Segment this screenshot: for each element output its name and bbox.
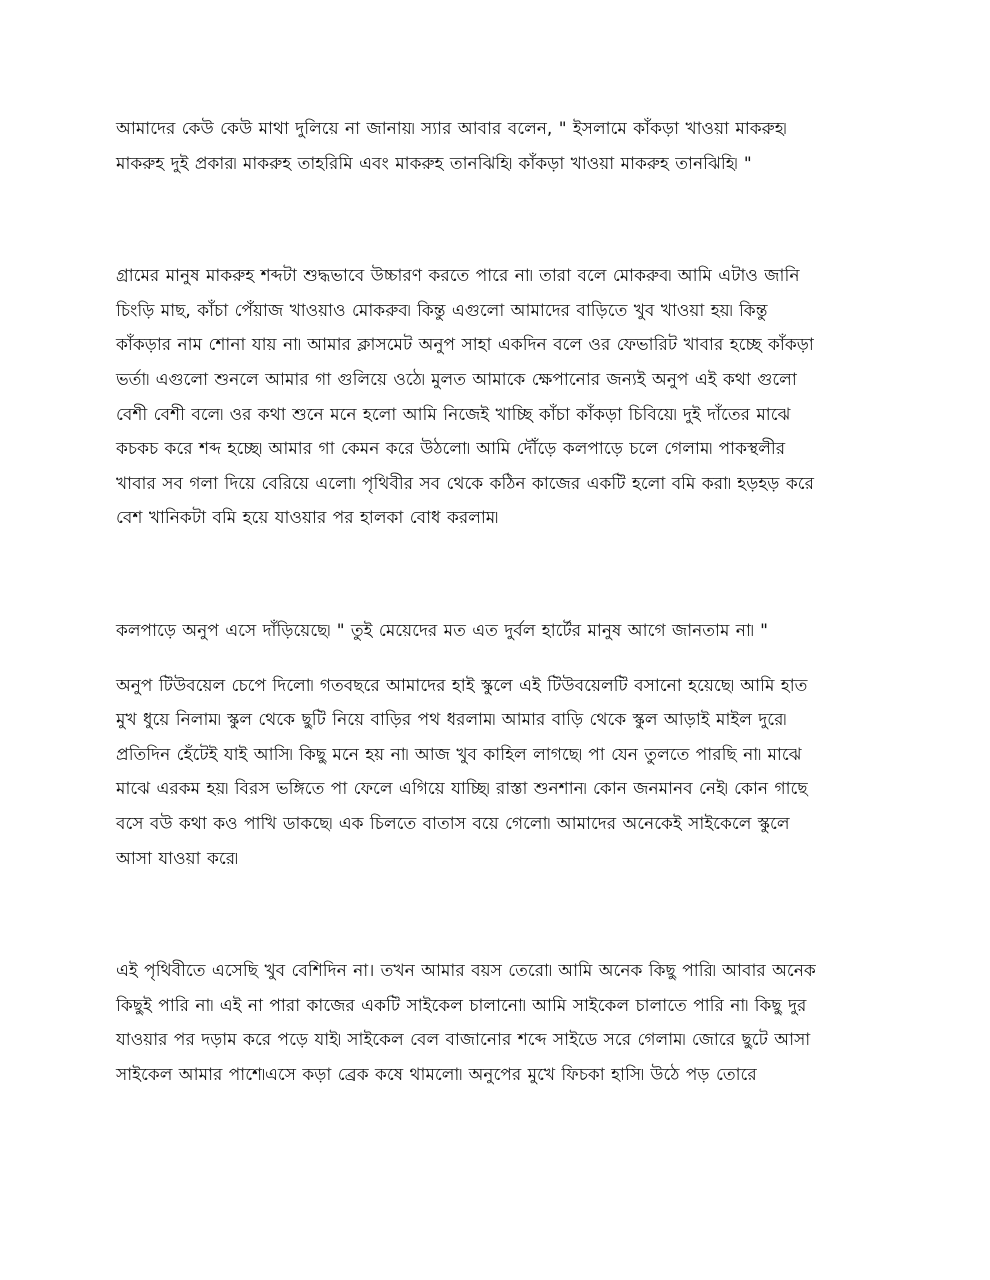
paragraph-spacer <box>116 876 878 954</box>
text-line: মাকরুহ দুই প্রকার৷ মাকরুহ তাহরিমি এবং মাকরুহ তানঝিহি৷ কাঁকড়া খাওয়া মাকরুহ তানঝিহি৷ " <box>116 153 752 174</box>
text-line: বসে বউ কথা কও পাখি ডাকছে৷ এক চিলতে বাতাস বয়ে গেলো৷ আমাদের অনেকেই সাইকেলে স্কুলে <box>116 813 790 834</box>
paragraph-1 <box>116 112 878 181</box>
text-line: সাইকেল আমার পাশে৷এসে কড়া ব্রেক কষে থামলো৷ অনুপের মুখে ফিচকা হাসি৷ উঠে পড় তোরে <box>116 1064 757 1085</box>
text-line: কলপাড়ে অনুপ এসে দাঁড়িয়েছে৷ " তুই মেয়েদের মত এত দুর্বল হার্টের মানুষ আগে জানতাম না৷ " <box>116 620 768 641</box>
text-line: এই পৃথিবীতে এসেছি খুব বেশিদিন না। তখন আমার বয়স তেরো৷ আমি অনেক কিছু পারি৷ আবার অনেক <box>116 961 816 982</box>
paragraph-spacer <box>116 536 878 614</box>
text-line: বেশ খানিকটা বমি হয়ে যাওয়ার পর হালকা বোধ করলাম৷ <box>116 508 499 529</box>
paragraph-3 <box>116 614 878 649</box>
text-line: বেশী বেশী বলে৷ ওর কথা শুনে মনে হলো আমি নিজেই খাচ্ছি কাঁচা কাঁকড়া চিবিয়ে৷ দুই দাঁতের মাঝে <box>116 404 791 425</box>
paragraph-spacer <box>116 181 878 259</box>
text-line: যাওয়ার পর দড়াম করে পড়ে যাই৷ সাইকেল বেল বাজানোর শব্দে সাইডে সরে গেলাম৷ জোরে ছুটে আসা <box>116 1030 811 1051</box>
text-line: কিছুই পারি না৷ এই না পারা কাজের একটি সাইকেল চালানো৷ আমি সাইকেল চালাতে পারি না৷ কিছু দুর <box>116 995 807 1016</box>
text-line: আসা যাওয়া করে৷ <box>116 848 238 869</box>
text-line: গ্রামের মানুষ মাকরুহ শব্দটা শুদ্ধভাবে উচ্চারণ করতে পারে না৷ তারা বলে মোকরুব৷ আমি এটাও জানি <box>116 266 800 287</box>
text-line: আমাদের কেউ কেউ মাথা দুলিয়ে না জানায়৷ স্যার আবার বলেন, " ইসলামে কাঁকড়া খাওয়া মাকরুহ৷ <box>116 119 787 139</box>
paragraph-5 <box>116 954 878 1092</box>
paragraph-spacer <box>116 649 878 669</box>
text-line: ভর্তা৷ এগুলো শুনলে আমার গা গুলিয়ে ওঠে৷ মুলত আমাকে ক্ষেপানোর জন্যই অনুপ এই কথা গুলো <box>116 369 797 390</box>
text-line: চিংড়ি মাছ, কাঁচা পেঁয়াজ খাওয়াও মোকরুব৷ কিন্তু এগুলো আমাদের বাড়িতে খুব খাওয়া হয়৷ কিন্তু <box>116 300 768 321</box>
text-line: প্রতিদিন হেঁটেই যাই আসি৷ কিছু মনে হয় না৷ আজ খুব কাহিল লাগছে৷ পা যেন তুলতে পারছি না৷ মাঝে <box>116 744 802 765</box>
text-line: মুখ ধুয়ে নিলাম৷ স্কুল থেকে ছুটি নিয়ে বাড়ির পথ ধরলাম৷ আমার বাড়ি থেকে স্কুল আড়াই মাইল দুরে৷ <box>116 710 787 731</box>
text-line: কচকচ করে শব্দ হচ্ছে৷ আমার গা কেমন করে উঠলো৷ আমি দৌঁড়ে কলপাড়ে চলে গেলাম৷ পাকস্থলীর <box>116 439 786 460</box>
text-line: মাঝে এরকম হয়৷ বিরস ভঙ্গিতে পা ফেলে এগিয়ে যাচ্ছি৷ রাস্তা শুনশান৷ কোন জনমানব নেই৷ কোন গাছে <box>116 779 808 800</box>
text-line: খাবার সব গলা দিয়ে বেরিয়ে এলো৷ পৃথিবীর সব থেকে কঠিন কাজের একটি হলো বমি করা৷ হড়হড় করে <box>116 473 814 494</box>
paragraph-2 <box>116 259 878 536</box>
text-line: কাঁকড়ার নাম শোনা যায় না৷ আমার ক্লাসমেট অনুপ সাহা একদিন বলে ওর ফেভারিট খাবার হচ্ছে কাঁকড়া <box>116 335 814 356</box>
paragraph-4 <box>116 669 878 877</box>
text-line: অনুপ টিউবয়েল চেপে দিলো৷ গতবছরে আমাদের হাই স্কুলে এই টিউবয়েলটি বসানো হয়েছে৷ আমি হাত <box>116 675 808 696</box>
